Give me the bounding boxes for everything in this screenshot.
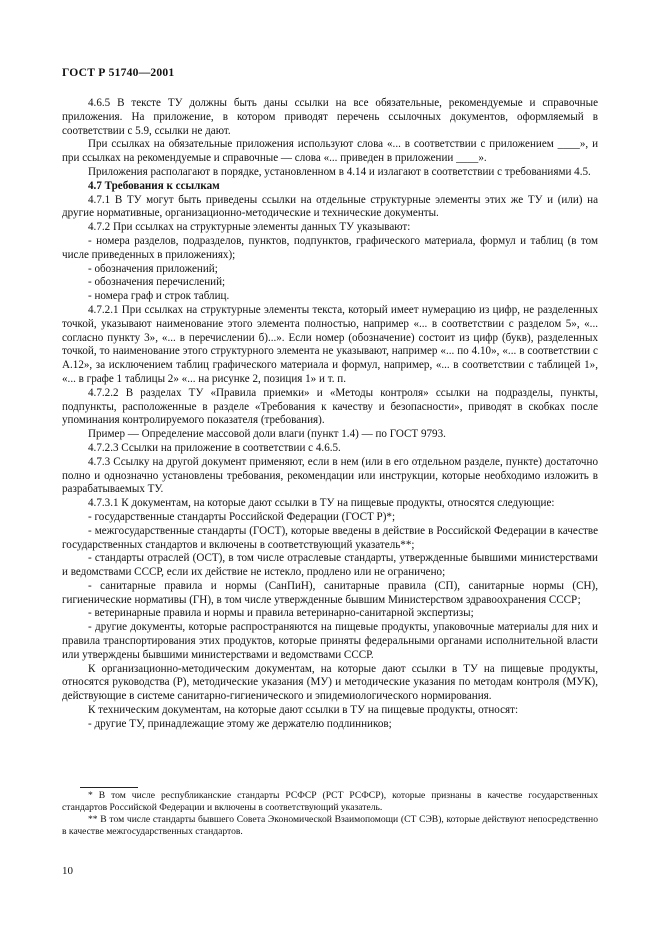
paragraph: 4.7.2.1 При ссылках на структурные элементы текста, который имеет нумерацию из цифр, не разделенных точкой, указывают наименование этого элемента полностью, например «... в соответствии с разделом 5», «... согласно пункту 3», «... в перечислении б)...». Если номер (обозначение) состоит из цифр (букв), разделенных точкой, то наименование этого структурного элемента не указывают, например «... по 4.10», «... в соответствии с А.12», за исключением таблиц графического материала и формул, например, «... в соответствии с таблицей 1», «... в графе 1 таблицы 2» «... на рисунке 2, позиция 1» и т. п. xyxy=(62,303,598,385)
list-item: - стандарты отраслей (ОСТ), в том числе отраслевые стандарты, утвержденные бывшими министерствами и ведомствами СССР, если их действие не истекло, продлено или не ограничено; xyxy=(62,552,598,579)
list-item: - номера граф и строк таблиц. xyxy=(88,290,230,303)
paragraph: 4.7.2.3 Ссылки на приложение в соответствии с 4.6.5. xyxy=(88,441,341,454)
footnote: * В том числе республиканские стандарты РСФСР (РСТ РСФСР), которые признаны в качестве государственных стандартов Российской Федерации и включены в соответствующий указатель. xyxy=(62,790,598,814)
footnote-divider xyxy=(80,787,138,788)
list-item: - другие ТУ, принадлежащие этому же держателю подлинников; xyxy=(88,717,392,730)
list-item: - номера разделов, подразделов, пунктов, подпунктов, графического материала, формул и таблиц (в том числе приведенных в приложениях); xyxy=(62,234,598,261)
list-item: - обозначения приложений; xyxy=(88,262,218,275)
list-item: - другие документы, которые распространяются на пищевые продукты, упаковочные материалы для них и правила транспортирования этих продуктов, которые приняты федеральными органами исполнительной власти или утверждены бывшими министерствами и ведомствами СССР. xyxy=(62,621,598,661)
paragraph: К организационно-методическим документам, на которые дают ссылки в ТУ на пищевые продукты, относятся руководства (Р), методические указания (МУ) и методические указания по методам контроля (МУК), действующие в системе санитарно-гигиенического и эпидемиологического нормирования. xyxy=(62,662,598,703)
paragraph: 4.7.3 Ссылку на другой документ применяют, если в нем (или в его отдельном разделе, пункте) достаточно полно и однозначно установлены требования, рекомендации или инструкции, которые необходимо изложить в разрабатываемых ТУ. xyxy=(62,455,598,496)
paragraph: 4.7.3.1 К документам, на которые дают ссылки в ТУ на пищевые продукты, относятся следующие: xyxy=(88,497,555,510)
document-body xyxy=(62,97,598,732)
example-paragraph: Пример — Определение массовой доли влаги (пункт 1.4) — по ГОСТ 9793. xyxy=(88,428,446,441)
paragraph: 4.7.2 При ссылках на структурные элементы данных ТУ указывают: xyxy=(88,221,411,234)
paragraph: 4.7.1 В ТУ могут быть приведены ссылки на отдельные структурные элементы этих же ТУ и (или) на другие нормативные, организационно-методические и технические документы. xyxy=(62,193,598,220)
paragraph: Приложения располагают в порядке, установленном в 4.14 и излагают в соответствии с требованиями 4.5. xyxy=(88,165,591,178)
section-heading: 4.7 Требования к ссылкам xyxy=(88,179,220,192)
paragraph: 4.7.2.2 В разделах ТУ «Правила приемки» и «Методы контроля» ссылки на подразделы, пункты, подпункты, расположенные в разделе «Требования к качеству и безопасности», приводят в скобках после упоминания контролируемого показателя (требования). xyxy=(62,386,598,427)
list-item: - межгосударственные стандарты (ГОСТ), которые введены в действие в Российской Федерации в качестве государственных стандартов и включены в соответствующий указатель**; xyxy=(62,524,598,551)
list-item: - ветеринарные правила и нормы и правила ветеринарно-санитарной экспертизы; xyxy=(88,607,474,620)
paragraph: К техническим документам, на которые дают ссылки в ТУ на пищевые продукты, относят: xyxy=(88,704,519,717)
paragraph: При ссылках на обязательные приложения используют слова «... в соответствии с приложением ____», и при ссылках на рекомендуемые и справочные — слова «... приведен в приложении ____». xyxy=(62,138,598,165)
page-number: 10 xyxy=(62,865,73,877)
footnote: ** В том числе стандарты бывшего Совета Экономической Взаимопомощи (СТ СЭВ), которые действуют непосредственно в качестве межгосударственных стандартов. xyxy=(62,814,598,838)
paragraph: 4.6.5 В тексте ТУ должны быть даны ссылки на все обязательные, рекомендуемые и справочные приложения. На приложение, в котором приводят перечень ссылочных документов, оформляемый в соответствии с 5.9, ссылки не дают. xyxy=(62,97,598,137)
list-item: - санитарные правила и нормы (СанПиН), санитарные правила (СП), санитарные нормы (СН), гигиенические нормативы (ГН), в том числе утвержденные бывшим Министерством здравоохранения СССР; xyxy=(62,579,598,606)
document-header: ГОСТ Р 51740—2001 xyxy=(62,66,175,79)
list-item: - обозначения перечислений; xyxy=(88,276,226,289)
footnotes xyxy=(62,790,598,838)
list-item: - государственные стандарты Российской Федерации (ГОСТ Р)*; xyxy=(88,510,396,523)
